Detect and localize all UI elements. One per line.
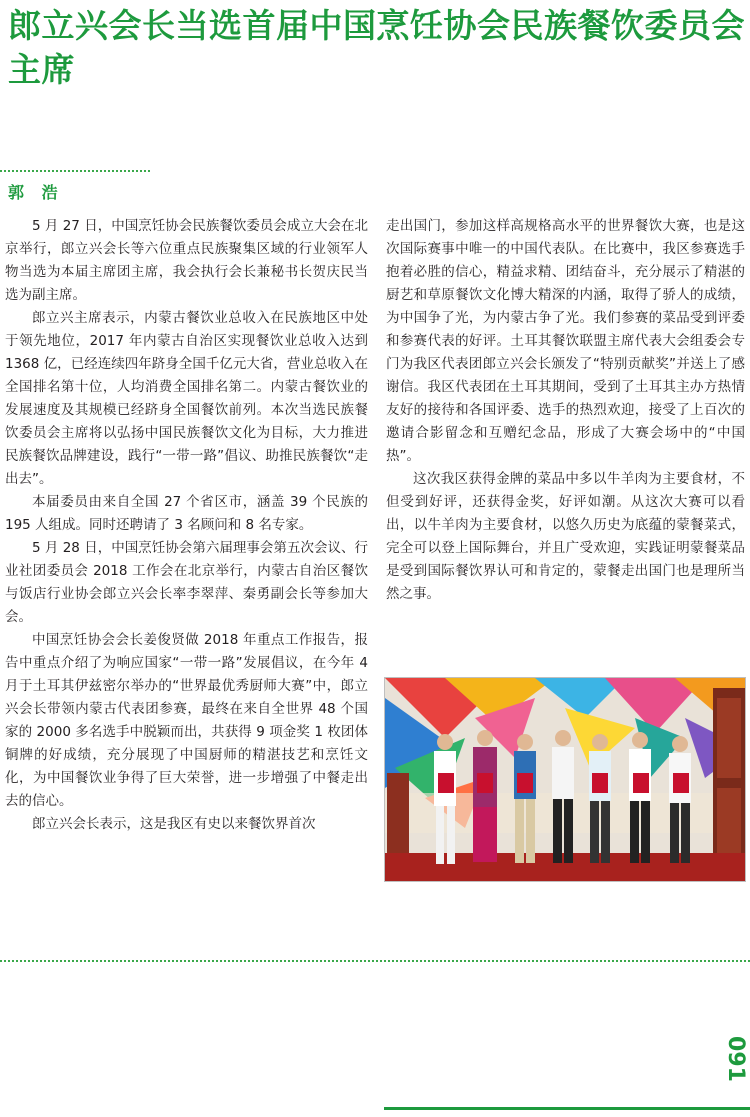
group-photo-illustration [385,678,745,881]
title-divider [0,170,150,172]
article-title: 郎立兴会长当选首届中国烹饪协会民族餐饮委员会主席 [8,6,745,89]
paragraph: 中国烹饪协会会长姜俊贤做 2018 年重点工作报告，报告中重点介绍了为响应国家“一带一路”发展倡议，在今年 4 月于土耳其伊兹密尔举办的“世界最优秀厨师大赛”中，郎立兴会长带领内蒙古代表团参赛，最终在来自全世界 48 个国家的 2000 多名选手中脱颖而出，共获得 9 项金奖 1 枚团体铜牌的好成绩，充分展现了中国厨师的精湛技艺和烹饪文化，为中国餐饮业争得了巨大荣誉，进一步增强了中餐走出去的信心。 [5,632,368,809]
page-divider [0,960,750,962]
group-photo [384,677,746,882]
page-number: 091 [723,1036,748,1082]
paragraph: 郎立兴主席表示，内蒙古餐饮业总收入在民族地区中处于领先地位，2017 年内蒙古自治区实现餐饮业总收入达到 1368 亿，已经连续四年跻身全国千亿元大省，营业总收入在全国排名第十位，人均消费全国排名第二。内蒙古餐饮业的发展速度及其规模已经跻身全国餐饮前列。本次当选民族餐饮委员会主席将以弘扬中国民族餐饮文化为目标，大力推进民族餐饮品牌建设，践行“一带一路”倡议、助推民族餐饮“走出去”。 [5,310,368,487]
left-text-column [5,215,368,836]
author-name: 郭 浩 [8,183,64,202]
paragraph: 5 月 27 日，中国烹饪协会民族餐饮委员会成立大会在北京举行，郎立兴会长等六位重点民族聚集区域的行业领军人物当选为本届主席团主席，我会执行会长兼秘书长贺庆民当选为副主席。 [5,218,368,303]
footer-bar [384,1107,750,1110]
paragraph: 郎立兴会长表示，这是我区有史以来餐饮界首次 [32,816,316,832]
paragraph: 5 月 28 日，中国烹饪协会第六届理事会第五次会议、行业社团委员会 2018 工作会在北京举行，内蒙古自治区餐饮与饭店行业协会郎立兴会长率李翠萍、秦勇副会长等参加大会。 [5,540,368,625]
right-text-column [386,215,745,606]
paragraph: 本届委员由来自全国 27 个省区市，涵盖 39 个民族的 195 人组成。同时还聘请了 3 名顾问和 8 名专家。 [5,494,368,533]
paragraph: 走出国门，参加这样高规格高水平的世界餐饮大赛，也是这次国际赛事中唯一的中国代表队。在比赛中，我区参赛选手抱着必胜的信心，精益求精、团结奋斗，充分展示了精湛的厨艺和草原餐饮文化博大精深的内涵，取得了骄人的成绩，为中国争了光，为内蒙古争了光。我们参赛的菜品受到评委和参赛代表的好评。土耳其餐饮联盟主席代表大会组委会专门为我区代表团郎立兴会长颁发了“特别贡献奖”并送上了感谢信。我区代表团在土耳其期间，受到了土耳其主办方热情友好的接待和各国评委、选手的热烈欢迎，接受了上百次的邀请合影留念和互赠纪念品，形成了大赛会场中的“中国热”。 [386,218,745,464]
paragraph: 这次我区获得金牌的菜品中多以牛羊肉为主要食材，不但受到好评，还获得金奖，好评如潮。从这次大赛可以看出，以牛羊肉为主要食材，以悠久历史为底蕴的蒙餐菜式，完全可以登上国际舞台，并且广受欢迎，实践证明蒙餐菜品是受到国际餐饮界认可和肯定的，蒙餐走出国门也是理所当然之事。 [386,471,745,602]
